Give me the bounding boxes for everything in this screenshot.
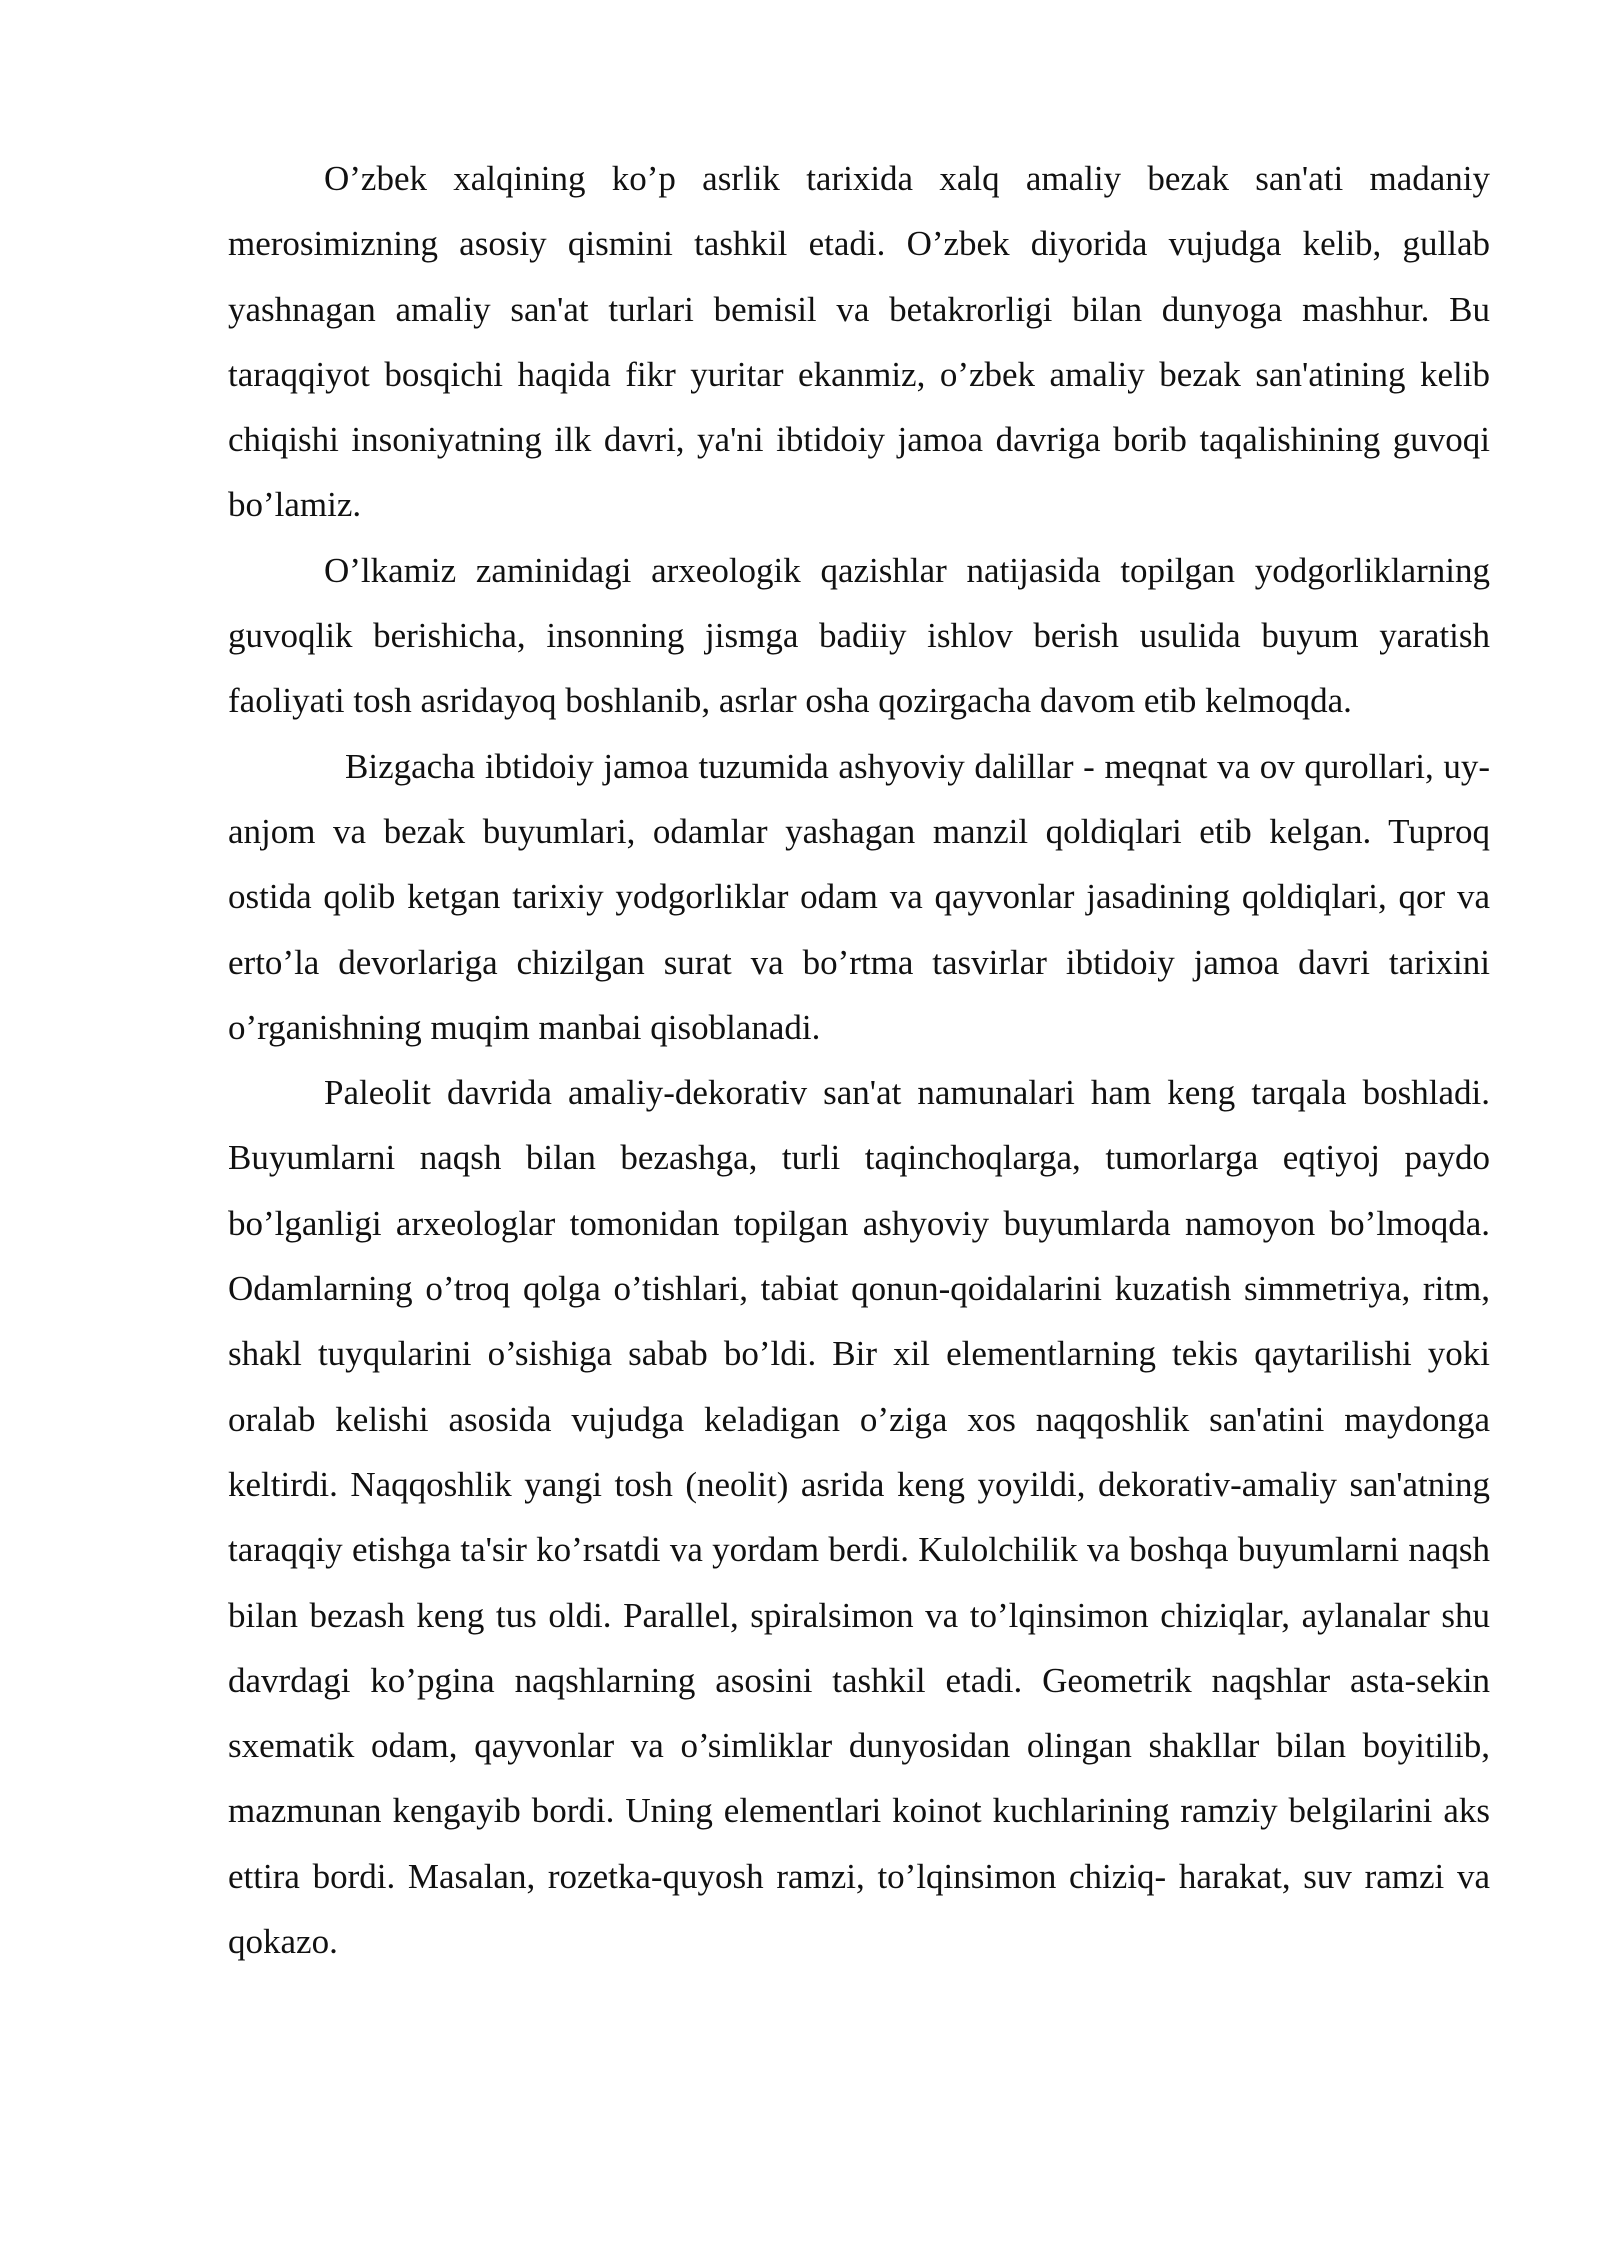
paragraph-1: O’zbek xalqining ko’p asrlik tarixida xalq amaliy bezak san'ati madaniy merosimizning asosiy qismini tashkil etadi. O’zbek diyorida vujudga kelib, gullab yashnagan amaliy san'at turlari bemisil va betakrorligi bilan dunyoga mashhur. Bu taraqqiyot bosqichi haqida fikr yuritar ekanmiz, o’zbek amaliy bezak san'atining kelib chiqishi insoniyatning ilk davri, ya'ni ibtidoiy jamoa davriga borib taqalishining guvoqi bo’lamiz.: [228, 159, 1490, 525]
paragraph-2: O’lkamiz zaminidagi arxeologik qazishlar natijasida topilgan yodgorliklarning guvoqlik berishicha, insonning jismga badiiy ishlov berish usulida buyum yaratish faoliyati tosh asridayoq boshlanib, asrlar osha qozirgacha davom etib kelmoqda.: [228, 550, 1490, 721]
paragraph-3: Bizgacha ibtidoiy jamoa tuzumida ashyoviy dalillar - meqnat va ov qurollari, uy-anjom va bezak buyumlari, odamlar yashagan manzil qoldiqlari etib kelgan. Tuproq ostida qolib ketgan tarixiy yodgorliklar odam va qayvonlar jasadining qoldiqlari, qor va erto’la devorlariga chizilgan surat va bo’rtma tasvirlar ibtidoiy jamoa davri tarixini o’rganishning muqim manbai qisoblanadi.: [228, 746, 1490, 1047]
document-body: [228, 146, 1490, 1974]
paragraph-4: Paleolit davrida amaliy-dekorativ san'at namunalari ham keng tarqala boshladi. Buyumlarni naqsh bilan bezashga, turli taqinchoqlarga, tumorlarga eqtiyoj paydo bo’lganligi arxeologlar tomonidan topilgan ashyoviy buyumlarda namoyon bo’lmoqda. Odamlarning o’troq qolga o’tishlari, tabiat qonun-qoidalarini kuzatish simmetriya, ritm, shakl tuyqularini o’sishiga sabab bo’ldi. Bir xil elementlarning tekis qaytarilishi yoki oralab kelishi asosida vujudga keladigan o’ziga xos naqqoshlik san'atini maydonga keltirdi. Naqqoshlik yangi tosh (neolit) asrida keng yoyildi, dekorativ-amaliy san'atning taraqqiy etishga ta'sir ko’rsatdi va yordam berdi. Kulolchilik va boshqa buyumlarni naqsh bilan bezash keng tus oldi. Parallel, spiralsimon va to’lqinsimon chiziqlar, aylanalar shu davrdagi ko’pgina naqshlarning asosini tashkil etadi. Geometrik naqshlar asta-sekin sxematik odam, qayvonlar va o’simliklar dunyosidan olingan shakllar bilan boyitilib, mazmunan kengayib bordi. Uning elementlari koinot kuchlarining ramziy belgilarini aks ettira bordi. Masalan, rozetka-quyosh ramzi, to’lqinsimon chiziq- harakat, suv ramzi va qokazo.: [228, 1073, 1490, 1962]
